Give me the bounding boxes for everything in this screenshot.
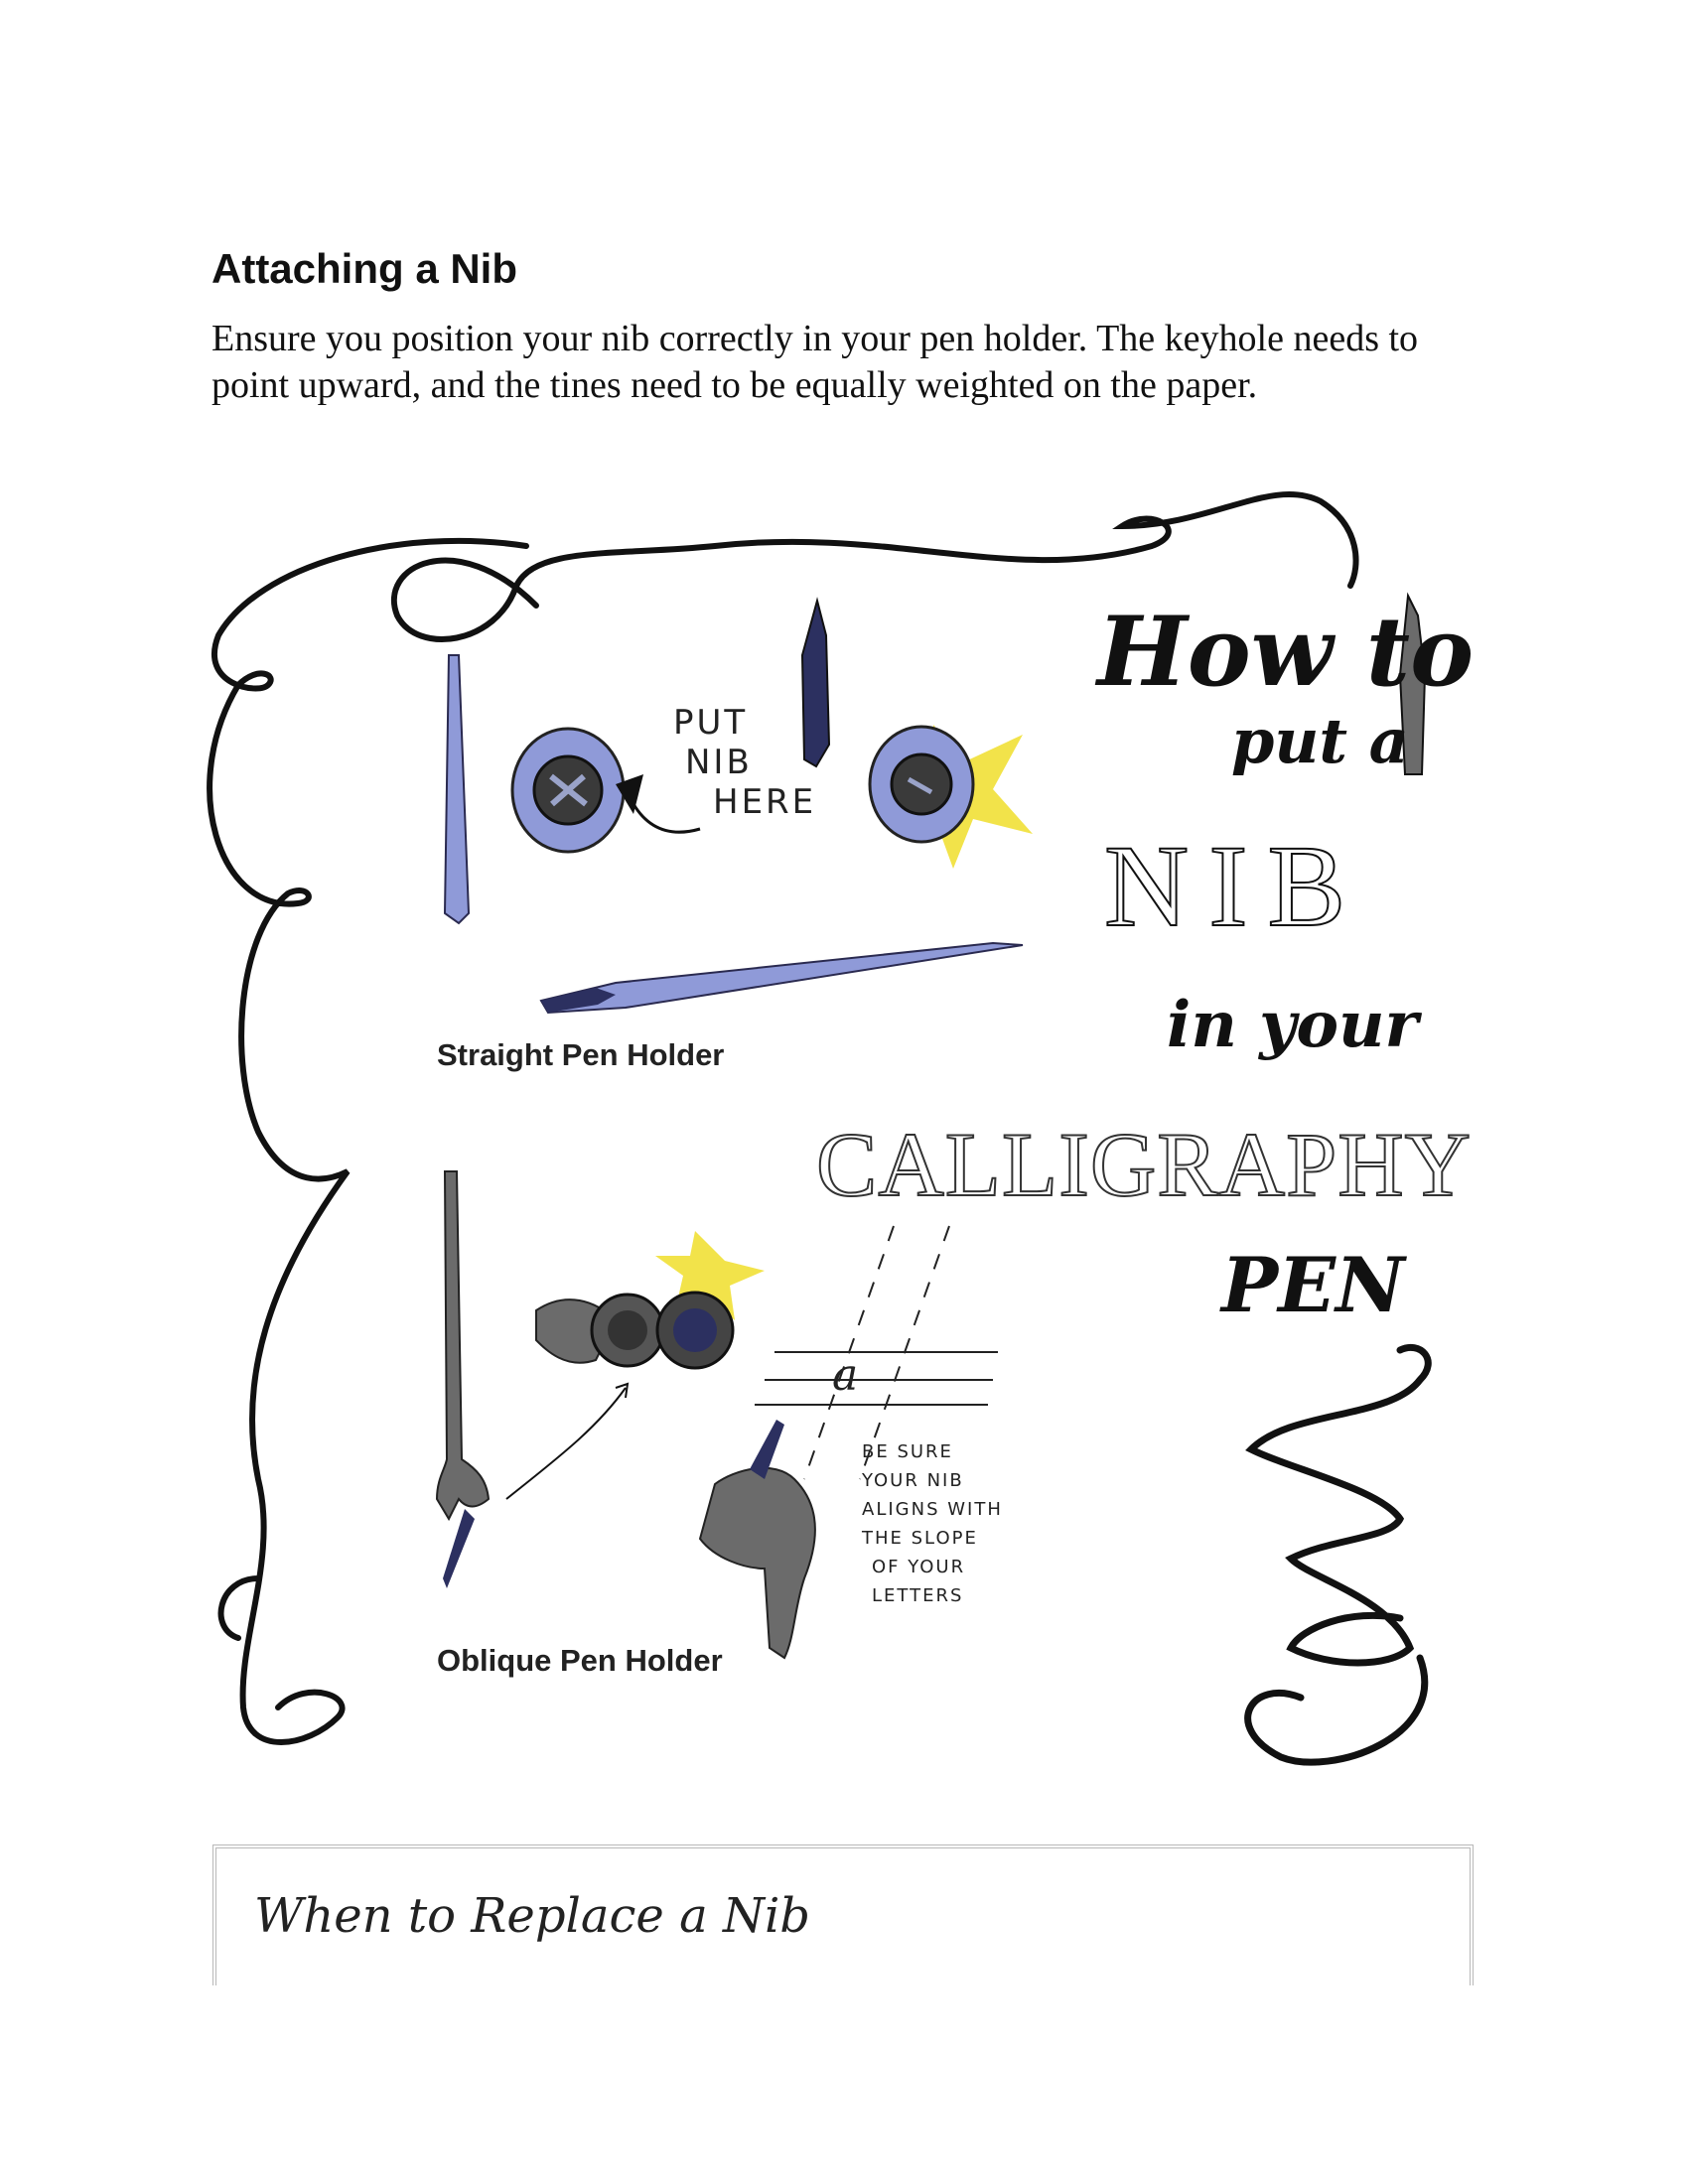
put-nib-here-label [673,703,816,822]
alignment-note-line: BE SURE [862,1441,953,1462]
oblique-holder-caption: Oblique Pen Holder [437,1643,723,1678]
alignment-note-line: OF YOUR [872,1557,966,1577]
title-calligraphy: CALLIGRAPHY [816,1114,1473,1215]
nib-in-oblique-vertical [443,1509,475,1588]
intro-paragraph: Ensure you position your nib correctly in your pen holder. The keyhole needs to point upward, and the tines need to be equally weighted on the paper. [211,318,1419,406]
title-nib: NIB [1104,821,1366,951]
title-pen: PEN [1221,1241,1405,1329]
put-nib-here-line: HERE [713,782,817,822]
straight-holder-with-nib-end-view [870,727,973,842]
alignment-note-line: LETTERS [872,1585,964,1606]
section-heading: Attaching a Nib [211,245,518,292]
arrow-oblique [506,1388,626,1499]
alignment-note-line: YOUR NIB [862,1470,964,1491]
alignment-note-line: THE SLOPE [862,1528,978,1549]
alignment-note [862,1437,1003,1610]
oblique-holder-angled [700,1468,815,1658]
title-put-a: put a [1231,705,1409,777]
sidebar-box [212,1844,1474,1985]
oblique-holder-vertical [437,1171,489,1519]
title-in-your: in your [1167,988,1419,1062]
straight-holder-vertical [445,655,469,923]
title-how-to: How to [1097,596,1475,708]
put-nib-here-line: NIB [685,743,753,782]
straight-holder-horizontal [541,943,1023,1013]
alignment-note-line: ALIGNS WITH [862,1499,1003,1520]
straight-holder-caption: Straight Pen Holder [437,1037,725,1072]
oblique-flange-end-view [536,1293,733,1368]
put-nib-here-line: PUT [673,703,749,743]
sidebar-title: When to Replace a Nib [254,1888,811,1944]
letter-sample: a [832,1350,859,1401]
flourish-right [1248,1347,1429,1762]
nib-illustration [199,486,1489,1797]
straight-holder-end-view [512,729,643,852]
